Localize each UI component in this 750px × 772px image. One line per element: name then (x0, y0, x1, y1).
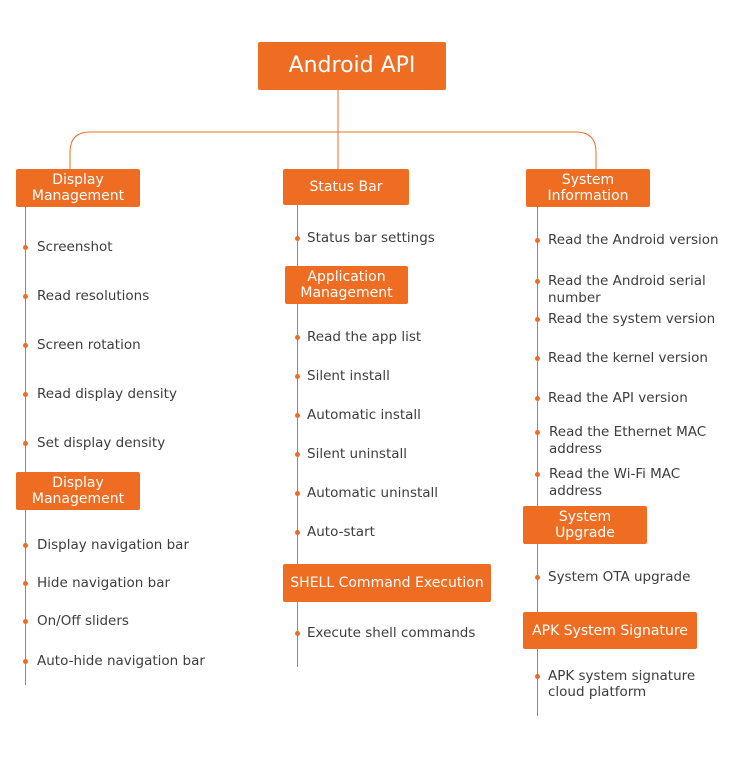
bullet-dot (23, 543, 28, 548)
bullet-dot (295, 530, 300, 535)
bullet-dot (535, 396, 540, 401)
bullet-dot (23, 619, 28, 624)
column-1-spine (25, 207, 26, 685)
branch-left (70, 132, 338, 169)
list-item: Execute shell commands (307, 625, 476, 641)
bullet-dot (295, 236, 300, 241)
group-header-apk-system-signature: APK System Signature (523, 612, 697, 649)
bullet-dot (23, 392, 28, 397)
bullet-dot (295, 374, 300, 379)
list-item: Read the Android version (548, 232, 719, 248)
list-item: Auto-hide navigation bar (37, 653, 205, 669)
list-item: Read the Ethernet MAC address (549, 424, 707, 457)
group-header-shell-command-execution: SHELL Command Execution (283, 564, 491, 602)
group-header-system-information: System Information (526, 169, 650, 207)
bullet-dot (295, 335, 300, 340)
bullet-dot (535, 575, 540, 580)
bullet-dot (535, 238, 540, 243)
bullet-dot (535, 430, 540, 435)
root-node: Android API (258, 42, 446, 90)
list-item: Read the system version (548, 311, 716, 327)
list-item: Set display density (37, 435, 166, 451)
bullet-dot (535, 356, 540, 361)
bullet-dot (23, 245, 28, 250)
branch-right (338, 132, 596, 169)
group-header-display-management-2: Display Management (16, 472, 140, 510)
bullet-dot (535, 472, 540, 477)
list-item: Automatic install (307, 407, 421, 423)
bullet-dot (295, 413, 300, 418)
group-header-system-upgrade: System Upgrade (523, 506, 647, 544)
group-header-display-management: Display Management (16, 169, 140, 207)
list-item: Screen rotation (37, 337, 141, 353)
list-item: Automatic uninstall (307, 485, 439, 501)
list-item: Hide navigation bar (37, 575, 171, 591)
list-item: Status bar settings (307, 230, 435, 246)
bullet-dot (295, 491, 300, 496)
group-header-status-bar: Status Bar (283, 169, 409, 205)
list-item: Read display density (37, 386, 177, 402)
bullet-dot (23, 581, 28, 586)
bullet-dot (535, 674, 540, 679)
bullet-dot (23, 659, 28, 664)
list-item: On/Off sliders (37, 613, 129, 629)
list-item: Read the Android serial number (548, 273, 706, 306)
bullet-dot (295, 631, 300, 636)
list-item: Auto-start (307, 524, 375, 540)
group-header-application-management: Application Management (285, 266, 408, 304)
bullet-dot (295, 452, 300, 457)
bullet-dot (23, 294, 28, 299)
list-item: Read resolutions (37, 288, 150, 304)
list-item: Read the Wi-Fi MAC address (549, 466, 681, 499)
list-item: Read the API version (548, 390, 688, 406)
list-item: System OTA upgrade (548, 569, 691, 585)
list-item: Silent install (307, 368, 390, 384)
list-item: Screenshot (37, 239, 113, 255)
bullet-dot (535, 317, 540, 322)
list-item: Read the kernel version (548, 350, 708, 366)
bullet-dot (535, 279, 540, 284)
bullet-dot (23, 343, 28, 348)
list-item: Read the app list (307, 329, 422, 345)
list-item: Display navigation bar (37, 537, 190, 553)
bullet-dot (23, 441, 28, 446)
list-item: Silent uninstall (307, 446, 408, 462)
list-item: APK system signature cloud platform (548, 668, 696, 700)
